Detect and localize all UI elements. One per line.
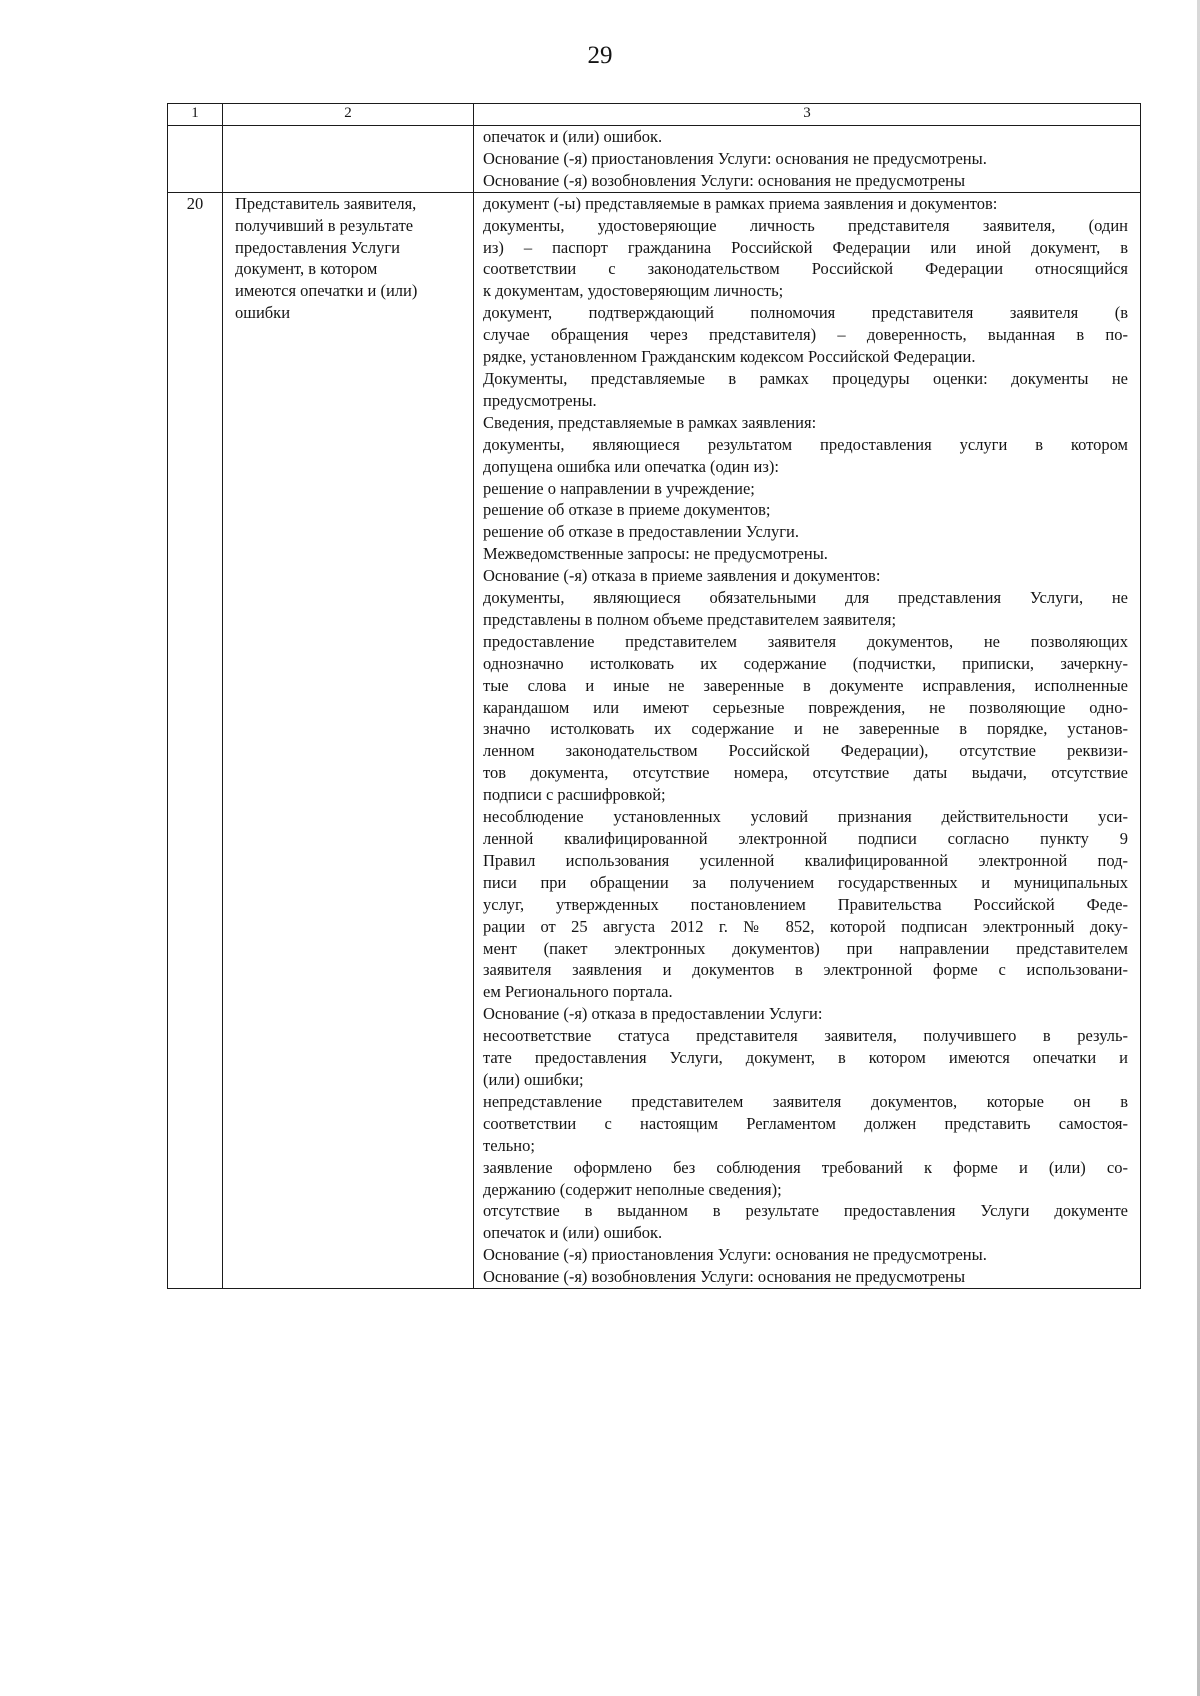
requirements-line: представлены в полном объеме представителем заявителя; — [483, 609, 897, 629]
requirements-line: рации от 25 августа 2012 г. № 852, которой подписан электронный доку- — [483, 916, 1128, 936]
continuation-line: Основание (-я) возобновления Услуги: основания не предусмотрены — [483, 170, 966, 190]
requirements-line: опечаток и (или) ошибок. — [483, 1223, 663, 1243]
requirements-line: к документам, удостоверяющим личность; — [483, 281, 784, 301]
requirements-line: тельно; — [483, 1135, 535, 1155]
requirements-line: ленной квалифицированной электронной подписи согласно пункту 9 — [483, 829, 1128, 848]
applicant-description-line: имеются опечатки и (или) — [235, 281, 418, 301]
header-cell-1: 1 — [168, 104, 223, 126]
requirements-line: документ (-ы) представляемые в рамках приема заявления и документов: — [483, 193, 998, 213]
applicant-description-cell — [223, 192, 474, 1288]
applicant-description-line: получивший в результате — [235, 215, 414, 235]
continuation-name-cell — [223, 126, 474, 193]
requirements-line: Основание (-я) отказа в предоставлении Услуги: — [483, 1004, 823, 1024]
requirements-line: Правил использования усиленной квалифицированной электронной под- — [483, 850, 1128, 870]
requirements-line: решение об отказе в предоставлении Услуги. — [483, 522, 799, 542]
continuation-line: опечаток и (или) ошибок. — [483, 127, 663, 146]
requirements-line: Документы, представляемые в рамках процедуры оценки: документы не — [483, 368, 1128, 388]
header-cell-2: 2 — [223, 104, 474, 126]
requirements-line: рядке, установленном Гражданским кодексом Российской Федерации. — [483, 347, 976, 367]
requirements-line: ленном законодательством Российской Федерации), отсутствие реквизи- — [483, 741, 1128, 761]
requirements-line: Сведения, представляемые в рамках заявления: — [483, 412, 817, 432]
continuation-line: Основание (-я) приостановления Услуги: основания не предусмотрены. — [483, 148, 987, 168]
requirements-line: ем Регионального портала. — [483, 982, 673, 1002]
requirements-line: Межведомственные запросы: не предусмотрены. — [483, 544, 828, 564]
requirements-line: заявителя заявления и документов в электронной форме с использовани- — [483, 960, 1128, 980]
requirements-line: (или) ошибки; — [483, 1069, 584, 1089]
applicant-description-line: Представитель заявителя, — [235, 193, 417, 213]
requirements-line: тые слова и иные не заверенные в документе исправления, исполненные — [483, 675, 1128, 695]
continuation-number-cell — [168, 126, 223, 193]
requirements-line: соответствии с законодательством Российской Федерации относящийся — [483, 259, 1128, 279]
table-header-row — [168, 104, 1141, 126]
requirements-line: несоответствие статуса представителя заявителя, получившего в резуль- — [483, 1026, 1128, 1046]
requirements-line: карандашом или имеют серьезные повреждения, не позволяющие одно- — [483, 697, 1128, 717]
regulation-table — [167, 103, 1141, 1289]
requirements-line: несоблюдение установленных условий признания действительности уси- — [483, 807, 1128, 827]
requirements-line: тате предоставления Услуги, документ, в котором имеются опечатки и — [483, 1048, 1128, 1068]
requirements-line: предоставление представителем заявителя документов, не позволяющих — [483, 631, 1128, 651]
applicant-description-line: документ, в котором — [235, 259, 378, 279]
requirements-line: из) – паспорт гражданина Российской Федерации или иной документ, в — [483, 237, 1128, 257]
requirements-line: соответствии с настоящим Регламентом должен представить самостоя- — [483, 1113, 1128, 1133]
table-row-continuation — [168, 126, 1141, 193]
requirements-line: решение об отказе в приеме документов; — [483, 500, 771, 520]
row-number: 20 — [168, 192, 223, 1288]
requirements-line: мент (пакет электронных документов) при направлении представителем — [483, 938, 1128, 958]
requirements-line: писи при обращении за получением государственных и муниципальных — [483, 872, 1128, 892]
requirements-line: услуг, утвержденных постановлением Правительства Российской Феде- — [483, 894, 1128, 914]
applicant-description-line: ошибки — [235, 303, 291, 323]
requirements-line: подписи с расшифровкой; — [483, 785, 666, 805]
requirements-line: Основание (-я) приостановления Услуги: основания не предусмотрены. — [483, 1245, 987, 1265]
requirements-line: держанию (содержит неполные сведения); — [483, 1179, 782, 1199]
requirements-line: непредставление представителем заявителя документов, которые он в — [483, 1091, 1128, 1111]
requirements-line: документы, являющиеся результатом предоставления услуги в котором — [483, 434, 1128, 454]
header-cell-3: 3 — [474, 104, 1141, 126]
requirements-line: документы, удостоверяющие личность представителя заявителя, (один — [483, 215, 1128, 235]
requirements-line: документы, являющиеся обязательными для представления Услуги, не — [483, 588, 1128, 608]
requirements-line: решение о направлении в учреждение; — [483, 478, 755, 498]
requirements-line: тов документа, отсутствие номера, отсутствие даты выдачи, отсутствие — [483, 763, 1128, 783]
requirements-line: предусмотрены. — [483, 390, 597, 410]
continuation-text-cell — [474, 126, 1141, 193]
requirements-line: значно истолковать их содержание и не заверенные в порядке, установ- — [483, 719, 1128, 739]
requirements-line: документ, подтверждающий полномочия представителя заявителя (в — [483, 303, 1128, 323]
requirements-line: допущена ошибка или опечатка (один из): — [483, 456, 779, 476]
requirements-line: однозначно истолковать их содержание (подчистки, приписки, зачеркну- — [483, 653, 1128, 673]
table-row-20 — [168, 192, 1141, 1288]
page-number: 29 — [587, 42, 613, 69]
requirements-line: Основание (-я) отказа в приеме заявления и документов: — [483, 566, 881, 586]
requirements-line: отсутствие в выданном в результате предоставления Услуги документе — [483, 1201, 1128, 1221]
requirements-line: случае обращения через представителя) – доверенность, выданная в по- — [483, 325, 1128, 345]
requirements-cell — [474, 192, 1141, 1288]
requirements-line: Основание (-я) возобновления Услуги: основания не предусмотрены — [483, 1267, 966, 1287]
requirements-line: заявление оформлено без соблюдения требований к форме и (или) со- — [483, 1157, 1128, 1177]
applicant-description-line: предоставления Услуги — [235, 237, 400, 257]
